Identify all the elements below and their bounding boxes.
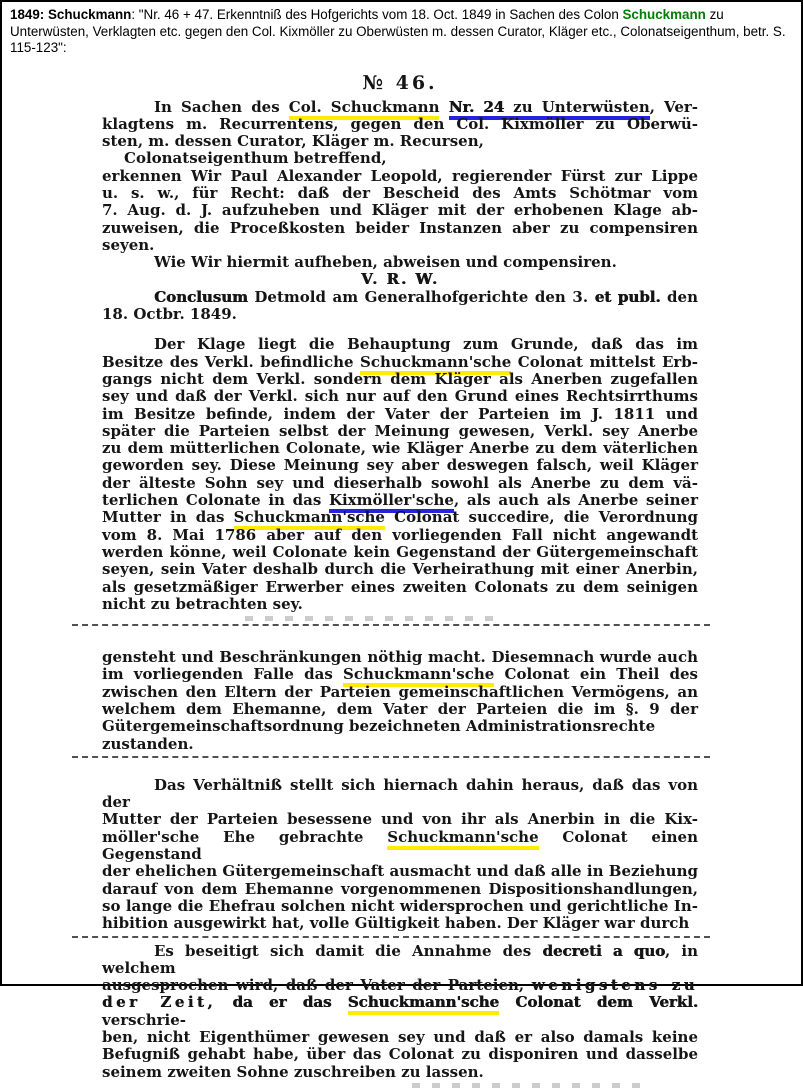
doc-text: Detmold am Generalhofgerichte den 3. [247, 287, 595, 306]
highlighted-text: decreti a quo [542, 941, 665, 960]
doc-text: zuweisen, die Proceßkosten beider Instanzen aber zu compensiren [102, 218, 698, 237]
doc-text: u. s. w., für Recht: daß der Bescheid des Amts Schötmar vom [102, 183, 698, 202]
doc-text: den [660, 287, 698, 306]
doc-text: seyen, sein Vater deshalb durch die Verheirathung mit einer Anerbin, [102, 560, 698, 579]
doc-text: Colonat mittelst Erb- [511, 352, 698, 371]
doc-text: Colonat succedire, die Verordnung [384, 508, 698, 527]
doc-text: ausgesprochen wird, daß der Vater der Parteien, [102, 976, 532, 995]
highlighted-text: wenigstens zu [531, 976, 698, 995]
doc-line [102, 254, 698, 271]
doc-text: später die Parteien selbst der Meinung gewesen, Verkl. sey Anerbe [102, 421, 698, 440]
scan-page [2, 60, 801, 1088]
case-number: № 46. [362, 71, 438, 94]
cut-remnant [245, 616, 495, 621]
doc-line [102, 271, 698, 288]
doc-text: Das Verhältniß stellt sich hiernach dahin heraus, daß das von der [102, 775, 698, 812]
doc-line [102, 423, 698, 440]
doc-line [102, 718, 698, 753]
highlighted-text: Schuckmann'sche [234, 508, 385, 530]
doc-text: 18. Octbr. 1849. [102, 305, 237, 324]
doc-text: Der Klage liegt die Behauptung zum Grunde, daß das im [154, 335, 698, 354]
doc-text: gensteht und Beschränkungen nöthig macht. Diesemnach wurde auch [102, 648, 698, 667]
doc-line [102, 684, 698, 701]
reasons-paragraph [102, 336, 698, 613]
doc-text: , in welchem [102, 941, 698, 977]
doc-text: 7. Aug. d. J. aufzuheben und Kläger mit der erhobenen Klage ab- [102, 201, 698, 220]
findings-paragraph [102, 777, 698, 933]
doc-line [102, 406, 698, 423]
doc-line [102, 150, 698, 167]
doc-text: Colonat ein Theil des [494, 665, 698, 684]
doc-line [102, 220, 698, 237]
community-property-paragraph [102, 649, 698, 753]
doc-line [102, 943, 698, 978]
doc-line [102, 701, 698, 718]
doc-text: der ehelichen Gütergemeinschaft ausmacht und daß alle in Beziehung [102, 862, 698, 881]
doc-line [102, 649, 698, 666]
doc-text: seinem zweiten Sohne zuschreiben zu lassen. [102, 1062, 484, 1081]
highlighted-text: V. R. W. [360, 270, 440, 289]
doc-text [439, 98, 448, 116]
doc-line [102, 1029, 698, 1046]
doc-line [102, 1046, 698, 1063]
doc-line [102, 168, 698, 185]
doc-text: Colonat einen Gegenstand [102, 827, 699, 864]
doc-line [102, 475, 698, 492]
doc-text: vom 8. Mai 1786 aber auf den vorliegenden Fall nicht angewandt [102, 525, 698, 544]
header-note [2, 2, 801, 60]
highlighted-text: Nr. 24 [449, 98, 504, 120]
doc-line [102, 116, 698, 133]
doc-text: im vorliegenden Falle das [102, 665, 343, 684]
highlighted-text: Schuckmann'sche [348, 993, 499, 1015]
highlighted-text: Schuckmann'sche [387, 828, 538, 850]
doc-text: ben, nicht Eigenthümer gewesen sey und daß er also damals keine [102, 1028, 698, 1047]
cut-remnant [412, 1083, 650, 1088]
doc-line [102, 666, 698, 683]
doc-line [102, 99, 698, 116]
doc-text: werden könne, weil Colonate kein Gegenstand der Gütergemeinschaft [102, 542, 698, 561]
doc-line [102, 863, 698, 880]
doc-text: In Sachen des [154, 97, 289, 116]
doc-line [102, 994, 698, 1029]
doc-text: welchem dem Ehemanne, dem Vater der Parteien die im §. 9 der [102, 700, 698, 718]
highlighted-text: et publ. [594, 287, 661, 306]
doc-line [102, 440, 698, 457]
cut-divider [72, 624, 710, 626]
doc-text: darauf von dem Ehemanne vorgenommenen Dispositionshandlungen, [102, 879, 698, 898]
doc-text: hibition ausgewirkt hat, volle Gültigkeit haben. Der Kläger war durch [102, 914, 690, 933]
doc-text: , als auch als Anerbe seiner [453, 491, 698, 510]
doc-line [102, 811, 698, 828]
doc-text: zu dem mütterlichen Colonate, wie Kläger Anerbe zu dem väterlichen [102, 439, 698, 458]
doc-text: Es beseitigt sich damit die Annahme des [154, 941, 543, 960]
cut-divider [72, 756, 710, 758]
doc-line [102, 202, 698, 219]
doc-text: verschrie- [102, 1010, 187, 1029]
doc-line [102, 915, 698, 932]
doc-text: Gütergemeinschaftsordnung bezeichneten Administrationsrechte zustanden. [102, 717, 656, 753]
doc-line [102, 881, 698, 898]
doc-text: so lange die Ehefrau solchen nicht widersprochen und gerichtliche In- [102, 896, 698, 915]
doc-line [102, 371, 698, 388]
doc-text: Mutter in das [102, 508, 234, 527]
header-year-name: 1849: Schuckmann [10, 7, 132, 22]
doc-line [102, 354, 698, 371]
doc-line [102, 133, 698, 150]
doc-text: sey und daß der Verkl. sich nur auf den Grund eines Rechtsirrthums [102, 387, 698, 406]
header-name-highlight: Schuckmann [622, 7, 706, 22]
doc-line [102, 829, 698, 864]
doc-text: im Besitze befinde, indem der Vater der Parteien im J. 1811 und [102, 404, 698, 423]
highlighted-text: zu Unterwüsten [504, 98, 650, 120]
doc-text: erkennen Wir Paul Alexander Leopold, regierender Fürst zur Lippe [102, 166, 698, 185]
doc-line [102, 977, 698, 994]
doc-text: zwischen den Eltern der Parteien gemeinschaftlichen Vermögens, an [102, 682, 698, 701]
judgment-paragraph [102, 99, 698, 324]
doc-line [102, 777, 698, 812]
doc-line [102, 289, 698, 306]
highlighted-text: da er das [216, 993, 348, 1012]
doc-line [102, 185, 698, 202]
doc-text: Mutter der Parteien besessene und von ihr als Anerbin in die Kix- [102, 810, 698, 829]
doc-text: klagtens m. Recurrentens, gegen den Col. Kixmöller zu Oberwü- [102, 114, 698, 133]
doc-line [102, 492, 698, 509]
doc-text: gangs nicht dem Verkl. sondern dem Kläger als Anerben zugefallen [102, 369, 698, 388]
doc-text: terlichen Colonate in das [102, 491, 329, 510]
doc-text: Besitze des Verkl. befindliche [102, 352, 360, 371]
highlighted-text: Schuckmann'sche [343, 665, 494, 687]
doc-text: Colonatseigenthum betreffend, [124, 149, 387, 168]
header-citation-start: : "Nr. 46 + 47. Erkenntniß des Hofgerichts vom 18. Oct. 1849 in Sachen des Colon [131, 7, 623, 22]
doc-line [102, 509, 698, 526]
doc-line [102, 544, 698, 561]
doc-text: Wie Wir hiermit aufheben, abweisen und compensiren. [154, 253, 617, 272]
doc-line [102, 306, 698, 323]
highlighted-text: Kixmöller'sche [329, 491, 454, 513]
doc-text: geworden sey. Diese Meinung sey aber deswegen falsch, weil Kläger [102, 456, 698, 475]
doc-text: sten, m. dessen Curator, Kläger m. Recursen, [102, 132, 484, 151]
doc-text: seyen. [102, 235, 155, 254]
doc-text: Befugniß gehabt habe, über das Colonat zu disponiren und dasselbe [102, 1045, 698, 1064]
doc-text: als gesetzmäßiger Erwerber eines zweiten Colonats zu dem seinigen [102, 577, 698, 596]
highlighted-text: der Zeit, [102, 993, 217, 1012]
doc-line [102, 596, 698, 613]
doc-line [102, 336, 698, 353]
doc-line [102, 561, 698, 578]
doc-line [102, 457, 698, 474]
doc-line [102, 388, 698, 405]
highlighted-text: Colonat dem Verkl. [498, 993, 698, 1012]
highlighted-text: Schuckmann'sche [360, 353, 511, 375]
doc-line [102, 579, 698, 596]
highlighted-text: Conclusum [154, 287, 248, 306]
doc-line [102, 1064, 698, 1081]
doc-text: , Ver- [649, 97, 698, 116]
doc-text: der älteste Sohn sey und dieserhalb sowohl als Anerbe zu dem vä- [102, 473, 698, 492]
header-citation-end: zu Unterwüsten, Verklagten etc. gegen den Col. Kixmöller zu Oberwüsten m. dessen Curator, Kläger etc., Colonatseigenthum, betr. S. 115-123": [10, 7, 786, 55]
doc-line [102, 898, 698, 915]
doc-text: nicht zu betrachten sey. [102, 594, 303, 613]
decree-paragraph [102, 943, 698, 1081]
doc-line [102, 237, 698, 254]
highlighted-text: Col. Schuckmann [289, 98, 440, 120]
doc-text: möller'sche Ehe gebrachte [102, 827, 388, 846]
doc-line [102, 527, 698, 544]
cut-divider [72, 936, 710, 938]
